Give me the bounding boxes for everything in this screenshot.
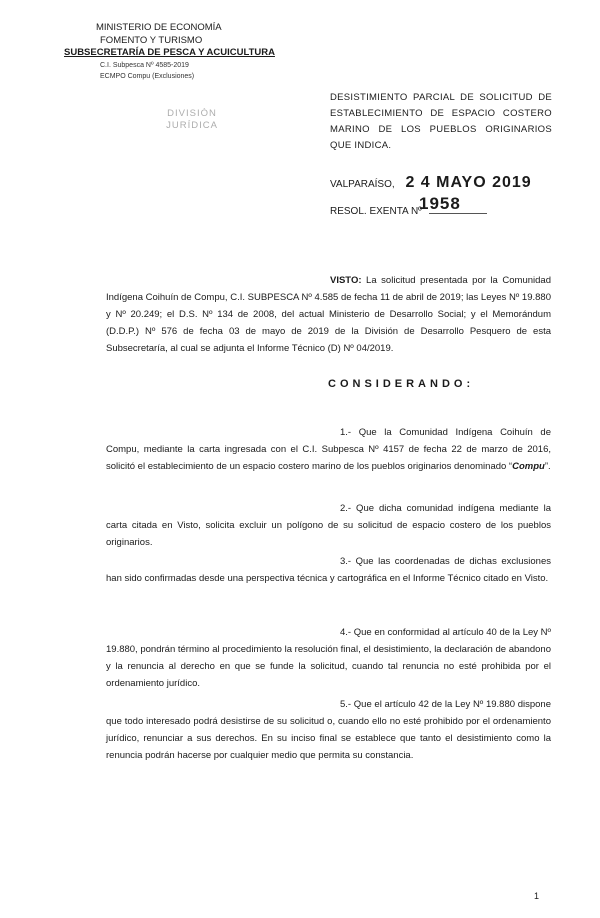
header-reference-2: ECMPO Compu (Exclusiones) [100, 72, 195, 80]
ministry-header [64, 22, 284, 82]
paragraph-3: 3.- Que las coordenadas de dichas exclusiones han sido confirmadas desde una perspectiva técnica y cartográfica en el Informe Técnico citado en Visto. [106, 556, 551, 584]
place-label: VALPARAÍSO, [330, 179, 395, 190]
paragraph-1 [106, 424, 551, 475]
stamp-line-2: JURÍDICA [166, 120, 218, 131]
header-subsecretaria: SUBSECRETARÍA DE PESCA Y ACUICULTURA [64, 47, 275, 58]
visto-label: VISTO: [330, 275, 362, 286]
paragraph-5: 5.- Que el artículo 42 de la Ley Nº 19.880 dispone que todo interesado podrá desistirse de su solicitud o, cuando ello no esté prohibido por el ordenamiento jurídico, renunciar a sus derechos. En su inciso final se establece que tanto el desistimiento como la renuncia podrán hacerse por cualquier medio que permita su constancia. [106, 699, 551, 761]
paragraph-2: 2.- Que dicha comunidad indígena mediante la carta citada en Visto, solicita excluir un polígono de su solicitud de espacio costero de los pueblos originarios. [106, 503, 551, 548]
header-ministry-sub: FOMENTO Y TURISMO [100, 34, 203, 46]
resolution-value: 1958 [419, 194, 461, 213]
paragraph-1-text: 1.- Que la Comunidad Indígena Coihuín de Compu, mediante la carta ingresada con el C.I. Subpesca Nº 4157 de fecha 22 de marzo de 2016, solicitó el establecimiento de un espacio costero marino de los pueblos originarios denominado “ [106, 427, 551, 472]
header-reference: C.I. Subpesca Nº 4585-2019 [100, 61, 189, 69]
division-stamp [155, 108, 229, 158]
paragraph-1-name: Compu [512, 461, 545, 472]
document-subject: DESISTIMIENTO PARCIAL DE SOLICITUD DE ESTABLECIMIENTO DE ESPACIO COSTERO MARINO DE LOS PUEBLOS ORIGINARIOS QUE INDICA. [330, 92, 552, 151]
visto-text: La solicitud presentada por la Comunidad Indígena Coihuín de Compu, C.I. SUBPESCA Nº 4.585 de fecha 11 de abril de 2019; las Leyes Nº 19.880 y Nº 20.249; el D.S. Nº 134 de 2008, del actual Ministerio de Desarrollo Social; y el Memorándum (D.D.P.) Nº 576 de fecha 03 de mayo de 2019 de la División de Desarrollo Pesquero de esta Subsecretaría, al cual se adjunta el Informe Técnico (D) Nº 04/2019. [106, 275, 551, 354]
resolution-number [330, 194, 487, 217]
header-ministry: MINISTERIO DE ECONOMÍA [96, 22, 222, 33]
paragraph-1-end: ”. [544, 461, 551, 472]
stamp-line-1: DIVISIÓN [167, 108, 217, 119]
paragraph-4: 4.- Que en conformidad al artículo 40 de la Ley Nº 19.880, pondrán término al procedimiento la resolución final, el desistimiento, la declaración de abandono y la renuncia al derecho en que se funde la solicitud, cuando tal renuncia no esté prohibida por el ordenamiento jurídico. [106, 627, 552, 689]
considerando-heading: CONSIDERANDO: [328, 378, 475, 390]
page-number: 1 [534, 891, 540, 901]
stamped-date: 2 4 MAYO 2019 [405, 174, 532, 191]
place-date [330, 174, 532, 192]
resolution-label: RESOL. EXENTA Nº [330, 206, 422, 217]
visto-paragraph [106, 272, 551, 357]
